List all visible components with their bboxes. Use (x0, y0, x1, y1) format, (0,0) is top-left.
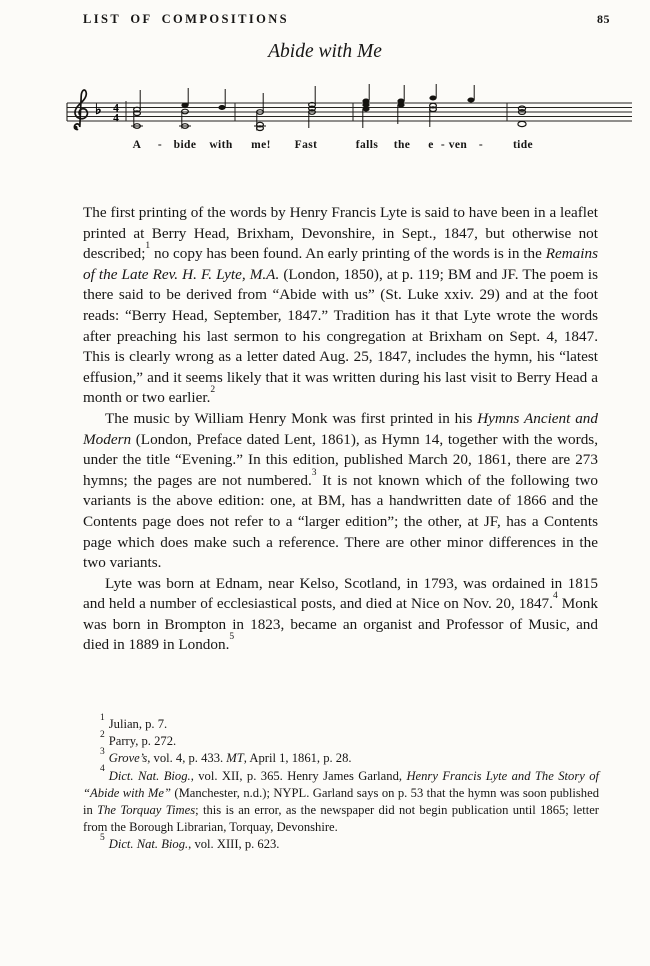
footnote-number: 4 (100, 764, 105, 775)
lyric-syllable: e (428, 139, 434, 151)
music-example (65, 84, 635, 162)
lyric-syllable: bide (173, 139, 197, 151)
note-chord (131, 90, 143, 128)
footnote (83, 730, 599, 750)
lyric-hyphen: - (440, 139, 446, 151)
lyric-syllable: with (209, 139, 233, 151)
note-quarter (468, 85, 475, 102)
music-staff (65, 84, 635, 142)
note-chord (179, 88, 191, 129)
paragraph: The music by William Henry Monk was first printed in his Hymns Ancient and Modern (London, Preface dated Lent, 1861), as Hymn 14, together with the words, under the title “Evening.” In this edition, published March 20, 1861, there are 273 hymns; the pages are not numbered.$^3$ It is not known which of the following two variants is the above edition: one, at BM, has a handwritten date of 1866 and the Contents page does not refer to a “larger edition”; the other, at JF, has a Contents page which does make such a reference. There are other minor differences in the two variants. (83, 409, 598, 572)
page-header (83, 12, 610, 27)
time-signature-bottom: 4 (113, 112, 119, 125)
footnote (83, 712, 599, 733)
paragraph: The first printing of the words by Henry Francis Lyte is said to have been in a leaflet printed at Berry Head, Brixham, Devonshire, in Sept., 1847, but otherwise not described;$^1$ no copy has been found. An early printing of the words is in the Remains of the Late Rev. H. F. Lyte, M.A. (London, 1850), at p. 119; BM and JF. The poem is there said to be derived from “Abide with us” (St. Luke xxiv. 29) and at the foot reads: “Berry Head, September, 1847.” Tradition has it that Lyte wrote the words after preaching his last sermon to his congregation at Brixham on Sept. 4, 1847. This is clearly wrong as a letter dated Aug. 25, 1847, includes the hymn, his “latest effusion,” and it seems likely that it was written during his last visit to Berry Head a month or two earlier.$^2$ (83, 204, 598, 407)
footnote-text: Dict. Nat. Biog., vol. XIII, p. 623. (108, 837, 280, 852)
footnote-text: Parry, p. 272. (108, 734, 177, 749)
lyric-syllable: tide (512, 139, 534, 151)
footnote-number: 5 (100, 833, 105, 844)
flat-sign: ♭ (95, 103, 102, 118)
lyric-syllable: ven (448, 139, 468, 151)
footnotes (83, 712, 600, 854)
lyric-syllable: Fast (294, 139, 318, 151)
composition-title: Abide with Me (268, 41, 382, 62)
treble-clef-icon (74, 90, 88, 129)
footnote (83, 764, 600, 837)
lyric-syllable: falls (355, 139, 379, 151)
note-chord (398, 85, 405, 124)
body-text (83, 203, 598, 656)
lyric-syllable: the (393, 139, 411, 151)
footnote-text: Grove’s, vol. 4, p. 433. MT, April 1, 1861, p. 28. (108, 751, 352, 766)
lyric-syllable: me! (251, 139, 271, 151)
footnote-number: 1 (100, 712, 105, 723)
time-signature-top: 4 (113, 102, 119, 115)
lyric-line (65, 139, 635, 155)
footnote (83, 833, 599, 853)
running-header: LIST OF COMPOSITIONS (83, 12, 290, 26)
page-number: 85 (597, 12, 610, 26)
footnote-text: Julian, p. 7. (108, 717, 168, 731)
lyric-hyphen: - (157, 139, 163, 151)
footnote-text: Dict. Nat. Biog., vol. XII, p. 365. Henry James Garland, Henry Francis Lyte and The Story of “Abide with Me” (Manchester, n.d.); NYPL. Garland says on p. 53 that the hymn was soon published in The Torquay Times; this is an error, as the newspaper did not begin publication until 1865; letter from the Borough Librarian, Torquay, Devonshire. (83, 768, 600, 835)
paragraph: Lyte was born at Ednam, near Kelso, Scotland, in 1793, was ordained in 1815 and held a number of ecclesiastical posts, and died at Nice on Nov. 20, 1847.$^4$ Monk was born in Brompton in 1823, became an organist and Professor of Music, and died in 1889 in London.$^5$ (83, 574, 598, 654)
note-quarter (219, 89, 226, 110)
footnote-number: 2 (100, 730, 105, 741)
lyric-hyphen: - (478, 139, 484, 151)
footnote-number: 3 (100, 747, 105, 758)
lyric-syllable: A (132, 139, 142, 151)
note-chord (309, 86, 316, 128)
footnote (83, 747, 599, 767)
